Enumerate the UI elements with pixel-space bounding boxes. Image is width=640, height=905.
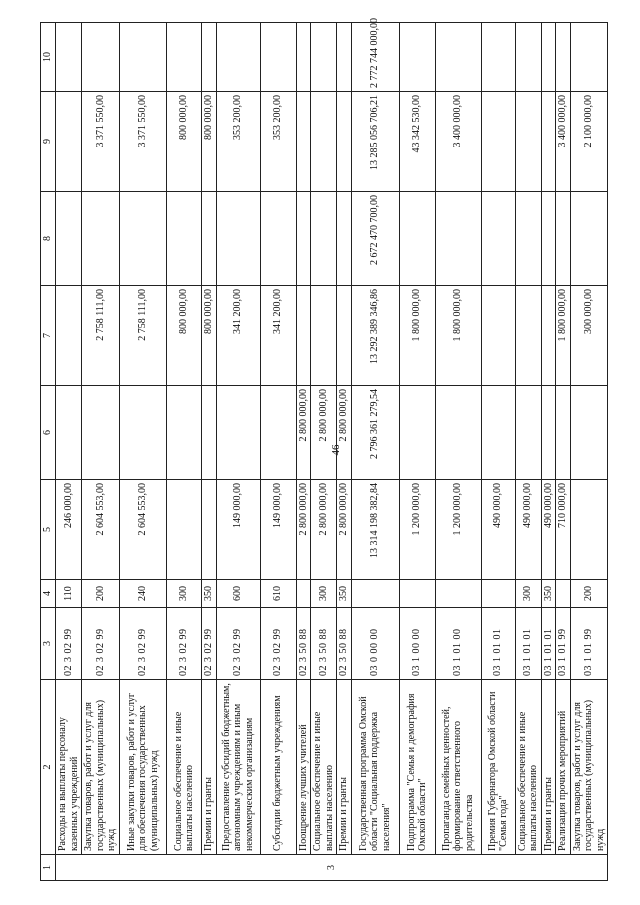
amount-cell	[570, 480, 608, 580]
row-name-cell: Расходы на выплаты персоналу казенных учреждений	[56, 680, 82, 855]
amount-cell: 149 000,00	[216, 480, 260, 580]
amount-cell	[82, 23, 120, 92]
amount-cell: 1 800 000,00	[399, 286, 435, 386]
amount-cell: 800 000,00	[167, 286, 202, 386]
amount-cell	[120, 386, 167, 480]
row-code-cell: 02 3 02 99	[202, 608, 217, 680]
amount-cell	[296, 92, 311, 192]
amount-cell: 13 292 389 346,86	[351, 286, 399, 386]
table-row	[337, 23, 352, 881]
amount-cell	[167, 23, 202, 92]
amount-cell	[311, 192, 337, 286]
amount-cell	[541, 286, 556, 386]
row-vr-cell	[296, 580, 311, 608]
amount-cell	[481, 286, 515, 386]
amount-cell	[56, 92, 82, 192]
row-name-cell: Премии и гранты	[202, 680, 217, 855]
amount-cell	[296, 286, 311, 386]
row-vr-cell: 200	[82, 580, 120, 608]
amount-cell	[556, 192, 571, 286]
row-code-cell: 03 1 01 01	[481, 608, 515, 680]
table-row	[570, 23, 608, 881]
table-row	[311, 23, 337, 881]
table-row	[481, 23, 515, 881]
amount-cell	[337, 286, 352, 386]
row-name-cell: Социальное обеспечение и иные выплаты населению	[311, 680, 337, 855]
amount-cell	[515, 192, 541, 286]
amount-cell: 710 000,00	[556, 480, 571, 580]
row-name-cell: Пропаганда семейных ценностей, формирование ответственного родительства	[435, 680, 481, 855]
amount-cell	[56, 192, 82, 286]
row-code-cell: 03 1 01 99	[556, 608, 571, 680]
amount-cell	[515, 92, 541, 192]
amount-cell: 3 371 550,00	[82, 92, 120, 192]
amount-cell: 1 200 000,00	[399, 480, 435, 580]
row-vr-cell	[399, 580, 435, 608]
amount-cell	[167, 386, 202, 480]
amount-cell	[82, 192, 120, 286]
amount-cell: 13 285 056 706,21	[351, 92, 399, 192]
row-vr-cell: 240	[120, 580, 167, 608]
amount-cell: 353 200,00	[260, 92, 296, 192]
amount-cell: 1 200 000,00	[435, 480, 481, 580]
amount-cell	[570, 192, 608, 286]
amount-cell: 2 800 000,00	[296, 480, 311, 580]
amount-cell: 800 000,00	[202, 92, 217, 192]
table-row	[556, 23, 571, 881]
header-cell: 3	[41, 608, 56, 680]
amount-cell: 2 800 000,00	[311, 386, 337, 480]
header-cell: 10	[41, 23, 56, 92]
header-cell: 9	[41, 92, 56, 192]
amount-cell: 13 314 198 382,84	[351, 480, 399, 580]
amount-cell	[515, 23, 541, 92]
header-row	[41, 23, 56, 881]
table-row	[351, 23, 399, 881]
row-code-cell: 03 0 00 00	[351, 608, 399, 680]
row-vr-cell: 610	[260, 580, 296, 608]
header-cell: 2	[41, 680, 56, 855]
amount-cell: 800 000,00	[202, 286, 217, 386]
budget-table	[40, 18, 608, 881]
row-code-cell: 03 1 01 00	[435, 608, 481, 680]
row-code-cell: 03 1 01 99	[570, 608, 608, 680]
row-name-cell: Субсидии бюджетным учреждениям	[260, 680, 296, 855]
table-row	[260, 23, 296, 881]
row-vr-cell: 110	[56, 580, 82, 608]
row-name-cell: Премии и гранты	[541, 680, 556, 855]
amount-cell: 2 758 111,00	[120, 286, 167, 386]
amount-cell: 2 758 111,00	[82, 286, 120, 386]
amount-cell	[202, 386, 217, 480]
amount-cell	[260, 23, 296, 92]
amount-cell	[435, 23, 481, 92]
amount-cell	[570, 386, 608, 480]
amount-cell: 800 000,00	[167, 92, 202, 192]
table-row	[515, 23, 541, 881]
amount-cell	[216, 386, 260, 480]
row-vr-cell: 350	[202, 580, 217, 608]
row-code-cell: 02 3 02 99	[216, 608, 260, 680]
table-row	[56, 23, 82, 881]
amount-cell: 1 800 000,00	[435, 286, 481, 386]
amount-cell: 300 000,00	[570, 286, 608, 386]
header-cell: 7	[41, 286, 56, 386]
table-row	[120, 23, 167, 881]
amount-cell	[337, 92, 352, 192]
row-vr-cell	[435, 580, 481, 608]
amount-cell	[399, 386, 435, 480]
amount-cell: 341 200,00	[216, 286, 260, 386]
amount-cell	[311, 92, 337, 192]
amount-cell	[56, 386, 82, 480]
amount-cell	[541, 386, 556, 480]
amount-cell: 2 800 000,00	[311, 480, 337, 580]
amount-cell: 2 604 553,00	[120, 480, 167, 580]
amount-cell: 3 400 000,00	[556, 92, 571, 192]
amount-cell: 1 800 000,00	[556, 286, 571, 386]
header-cell: 4	[41, 580, 56, 608]
row-name-cell: Государственная программа Омской области "Социальная поддержка населения"	[351, 680, 399, 855]
amount-cell	[167, 480, 202, 580]
amount-cell: 490 000,00	[481, 480, 515, 580]
header-cell: 8	[41, 192, 56, 286]
amount-cell	[296, 192, 311, 286]
amount-cell: 2 800 000,00	[337, 386, 352, 480]
amount-cell	[202, 192, 217, 286]
amount-cell: 2 796 361 279,54	[351, 386, 399, 480]
row-code-cell: 03 1 00 00	[399, 608, 435, 680]
amount-cell	[541, 92, 556, 192]
amount-cell	[399, 23, 435, 92]
row-vr-cell: 300	[311, 580, 337, 608]
row-vr-cell	[481, 580, 515, 608]
amount-cell	[515, 386, 541, 480]
amount-cell	[481, 192, 515, 286]
row-code-cell: 02 3 02 99	[120, 608, 167, 680]
row-code-cell: 02 3 02 99	[56, 608, 82, 680]
row-code-cell: 03 1 01 01	[541, 608, 556, 680]
amount-cell	[481, 23, 515, 92]
amount-cell: 2 800 000,00	[296, 386, 311, 480]
table-row	[541, 23, 556, 881]
row-vr-cell: 350	[541, 580, 556, 608]
amount-cell	[311, 23, 337, 92]
row-name-cell: Поощрение лучших учителей	[296, 680, 311, 855]
amount-cell: 246 000,00	[56, 480, 82, 580]
row-name-cell: Премии и гранты	[337, 680, 352, 855]
amount-cell	[120, 23, 167, 92]
amount-cell: 149 000,00	[260, 480, 296, 580]
row-code-cell: 02 3 50 88	[311, 608, 337, 680]
amount-cell	[541, 23, 556, 92]
amount-cell	[570, 23, 608, 92]
amount-cell	[541, 192, 556, 286]
amount-cell: 341 200,00	[260, 286, 296, 386]
row-code-cell: 02 3 02 99	[167, 608, 202, 680]
row-code-cell: 03 1 01 01	[515, 608, 541, 680]
amount-cell: 3 371 550,00	[120, 92, 167, 192]
amount-cell	[56, 286, 82, 386]
row-vr-cell	[556, 580, 571, 608]
row-vr-cell: 600	[216, 580, 260, 608]
row-code-cell: 02 3 02 99	[82, 608, 120, 680]
amount-cell: 490 000,00	[541, 480, 556, 580]
amount-cell	[202, 480, 217, 580]
amount-cell	[216, 192, 260, 286]
table-row	[296, 23, 311, 881]
amount-cell: 2 672 470 700,00	[351, 192, 399, 286]
amount-cell	[260, 192, 296, 286]
table-row	[216, 23, 260, 881]
amount-cell: 490 000,00	[515, 480, 541, 580]
amount-cell	[56, 23, 82, 92]
group-number-cell: 3	[56, 855, 608, 881]
row-vr-cell: 300	[167, 580, 202, 608]
row-name-cell: Социальное обеспечение и иные выплаты населению	[167, 680, 202, 855]
header-cell: 1	[41, 855, 56, 881]
header-cell: 5	[41, 480, 56, 580]
row-name-cell: Закупка товаров, работ и услуг для государственных (муниципальных) нужд	[82, 680, 120, 855]
amount-cell: 3 400 000,00	[435, 92, 481, 192]
amount-cell	[515, 286, 541, 386]
amount-cell	[120, 192, 167, 286]
amount-cell	[556, 386, 571, 480]
table-row	[82, 23, 120, 881]
row-code-cell: 02 3 50 88	[296, 608, 311, 680]
amount-cell: 2 772 744 000,00	[351, 23, 399, 92]
amount-cell	[216, 23, 260, 92]
page-number: 46	[330, 444, 342, 456]
table-row	[167, 23, 202, 881]
amount-cell: 353 200,00	[216, 92, 260, 192]
table-row	[435, 23, 481, 881]
amount-cell: 2 800 000,00	[337, 480, 352, 580]
amount-cell	[399, 192, 435, 286]
row-vr-cell: 200	[570, 580, 608, 608]
table-row	[399, 23, 435, 881]
row-vr-cell: 300	[515, 580, 541, 608]
row-name-cell: Иные закупки товаров, работ и услуг для обеспечения государственных (муниципальных) нужд	[120, 680, 167, 855]
amount-cell	[260, 386, 296, 480]
row-name-cell: Реализация прочих мероприятий	[556, 680, 571, 855]
amount-cell	[481, 92, 515, 192]
row-vr-cell	[351, 580, 399, 608]
row-code-cell: 02 3 02 99	[260, 608, 296, 680]
amount-cell	[481, 386, 515, 480]
row-vr-cell: 350	[337, 580, 352, 608]
amount-cell: 2 100 000,00	[570, 92, 608, 192]
row-name-cell: Закупка товаров, работ и услуг для государственных (муниципальных) нужд	[570, 680, 608, 855]
amount-cell	[556, 23, 571, 92]
header-cell: 6	[41, 386, 56, 480]
table-row	[202, 23, 217, 881]
row-name-cell: Премия Губернатора Омской области "Семья года"	[481, 680, 515, 855]
row-name-cell: Предоставление субсидий бюджетным, автономным учреждениям и иным некоммерческим организациям	[216, 680, 260, 855]
amount-cell	[435, 192, 481, 286]
amount-cell	[202, 23, 217, 92]
amount-cell	[337, 23, 352, 92]
amount-cell	[311, 286, 337, 386]
rotated-table-container	[40, 18, 606, 881]
amount-cell	[337, 192, 352, 286]
amount-cell: 2 604 553,00	[82, 480, 120, 580]
amount-cell	[296, 23, 311, 92]
row-name-cell: Подпрограмма "Семья и демография Омской области"	[399, 680, 435, 855]
amount-cell	[167, 192, 202, 286]
amount-cell	[435, 386, 481, 480]
row-name-cell: Социальное обеспечение и иные выплаты населению	[515, 680, 541, 855]
amount-cell: 43 342 530,00	[399, 92, 435, 192]
row-code-cell: 02 3 50 88	[337, 608, 352, 680]
amount-cell	[82, 386, 120, 480]
